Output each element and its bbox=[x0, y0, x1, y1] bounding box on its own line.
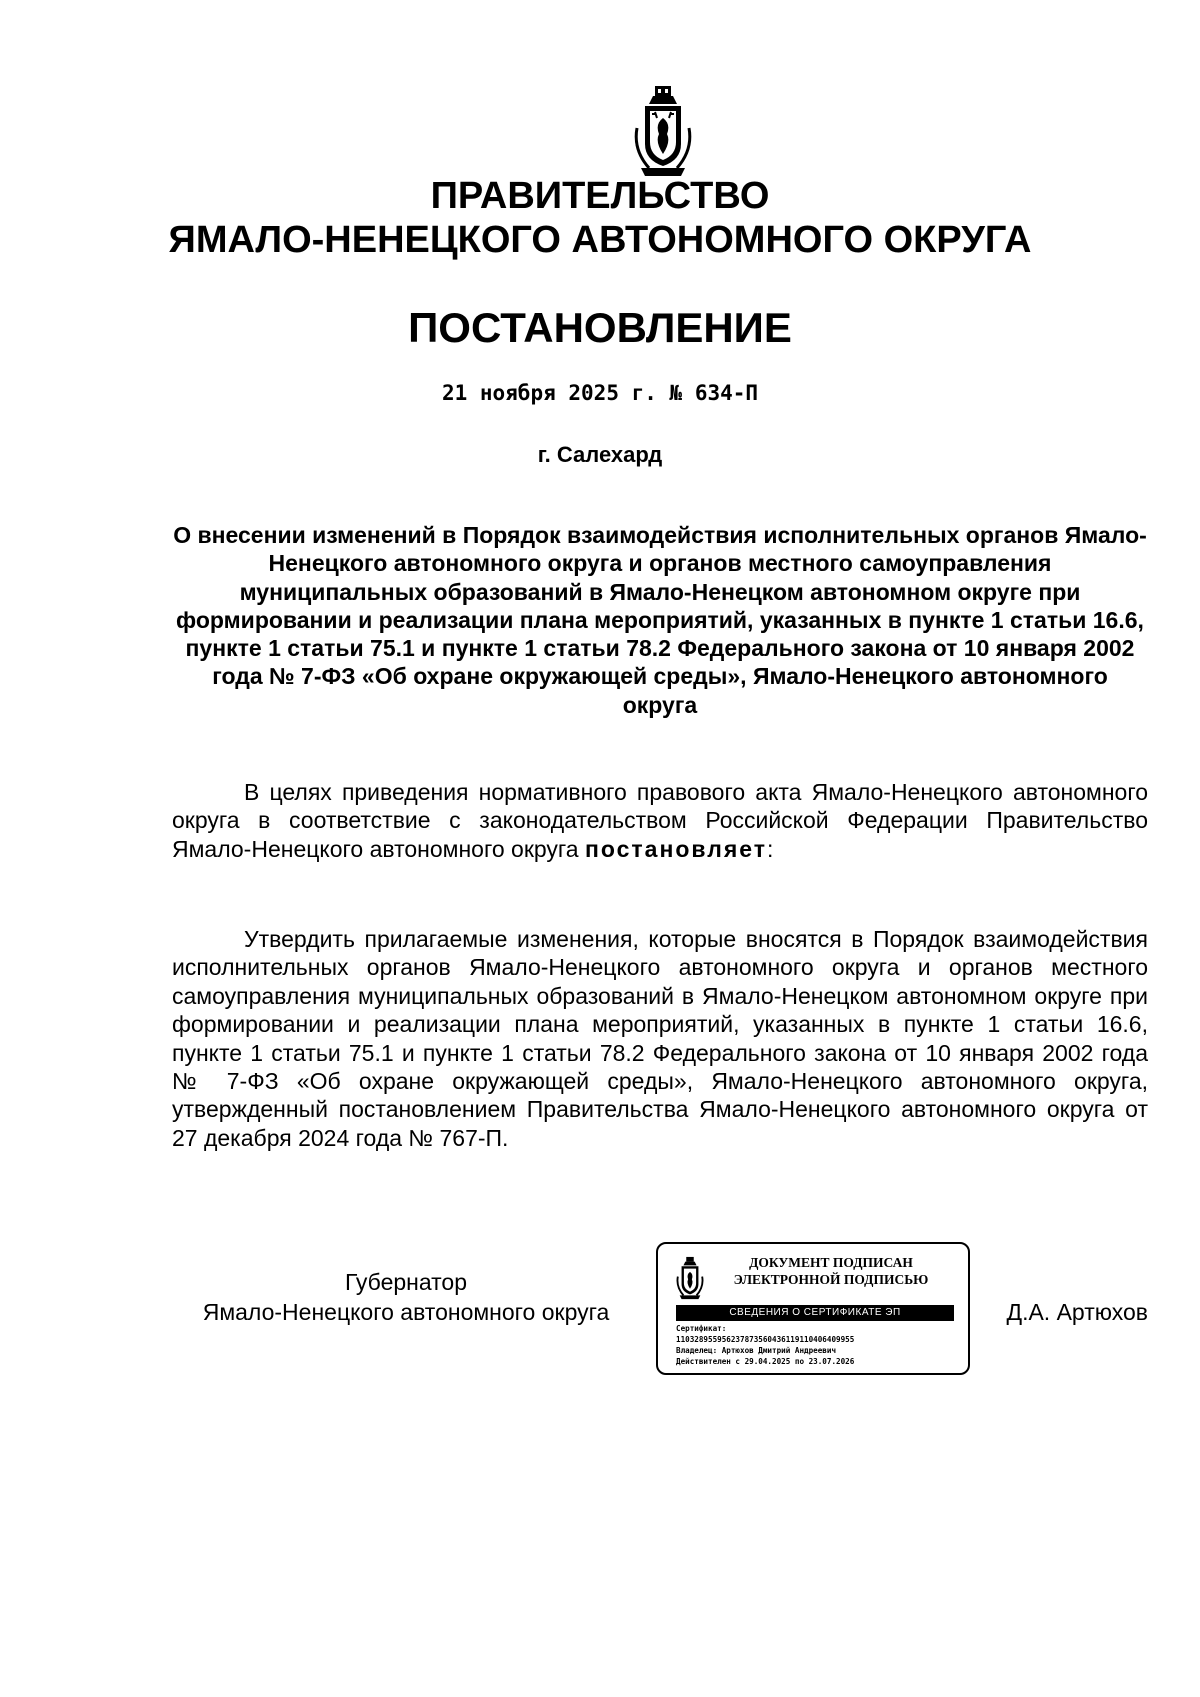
body-paragraph-1 bbox=[172, 778, 1148, 863]
electronic-signature-stamp bbox=[656, 1242, 970, 1375]
stamp-certificate-bar: СВЕДЕНИЯ О СЕРТИФИКАТЕ ЭП bbox=[676, 1305, 954, 1321]
document-city: г. Салехард bbox=[537, 442, 663, 467]
organization-name-line-1: ПРАВИТЕЛЬСТВО bbox=[430, 175, 770, 217]
signatory-position bbox=[172, 1267, 640, 1327]
certificate-label: Сертификат: bbox=[676, 1324, 727, 1333]
certificate-number: 110328955956237873560436119110406409955 bbox=[676, 1335, 855, 1344]
signatory-position-line-1: Губернатор bbox=[344, 1269, 468, 1295]
stamp-certificate-info bbox=[676, 1323, 966, 1367]
organization-name-line-2: ЯМАЛО-НЕНЕЦКОГО АВТОНОМНОГО ОКРУГА bbox=[168, 219, 1032, 261]
signatory-position-line-2: Ямало-Ненецкого автономного округа bbox=[202, 1299, 610, 1325]
stamp-heading-line-1: ДОКУМЕНТ ПОДПИСАН bbox=[749, 1255, 913, 1270]
coat-of-arms-icon bbox=[675, 1256, 705, 1300]
paragraph-1-text: В целях приведения нормативного правового акта Ямало-Ненецкого автономного округа в соответствие с законодательством Российской Федерации Правительство Ямало-Ненецкого автономного округа bbox=[172, 779, 1148, 862]
body-paragraph-2: Утвердить прилагаемые изменения, которые вносятся в Порядок взаимодействия исполнительных органов Ямало-Ненецкого автономного округа и органов местного самоуправления муниципальных образований в Ямало-Ненецком автономном округе при формировании и реализации плана мероприятий, указанных в пункте 1 статьи 16.6, пункте 1 статьи 75.1 и пункте 1 статьи 78.2 Федерального закона от 10 января 2002 года № 7-ФЗ «Об охране окружающей среды», Ямало-Ненецкого автономного округа, утвержденный постановлением Правительства Ямало-Ненецкого автономного округа от 27 декабря 2024 года № 767-П. bbox=[172, 926, 1148, 1151]
stamp-heading-line-2: ЭЛЕКТРОННОЙ ПОДПИСЬЮ bbox=[733, 1272, 929, 1287]
document-type: ПОСТАНОВЛЕНИЕ bbox=[408, 304, 792, 351]
signatory-name: Д.А. Артюхов bbox=[1006, 1299, 1148, 1325]
document-title: О внесении изменений в Порядок взаимодействия исполнительных органов Ямало-Ненецкого автономного округа и органов местного самоуправления муниципальных образований в Ямало-Ненецком автономном округе при формировании и реализации плана мероприятий, указанных в пункте 1 статьи 16.6, пункте 1 статьи 75.1 и пункте 1 статьи 78.2 Федерального закона от 10 января 2002 года № 7-ФЗ «Об охране окружающей среды», Ямало-Ненецкого автономного округа bbox=[173, 522, 1147, 718]
certificate-validity: Действителен с 29.04.2025 по 23.07.2026 bbox=[676, 1357, 855, 1366]
certificate-owner: Владелец: Артюхов Дмитрий Андреевич bbox=[676, 1346, 837, 1355]
paragraph-1-end: : bbox=[767, 835, 774, 862]
stamp-heading bbox=[716, 1254, 946, 1288]
coat-of-arms-icon bbox=[631, 84, 695, 178]
resolution-keyword: постановляет bbox=[584, 835, 768, 862]
document-date-number: 21 ноября 2025 г. № 634-П bbox=[441, 381, 759, 405]
